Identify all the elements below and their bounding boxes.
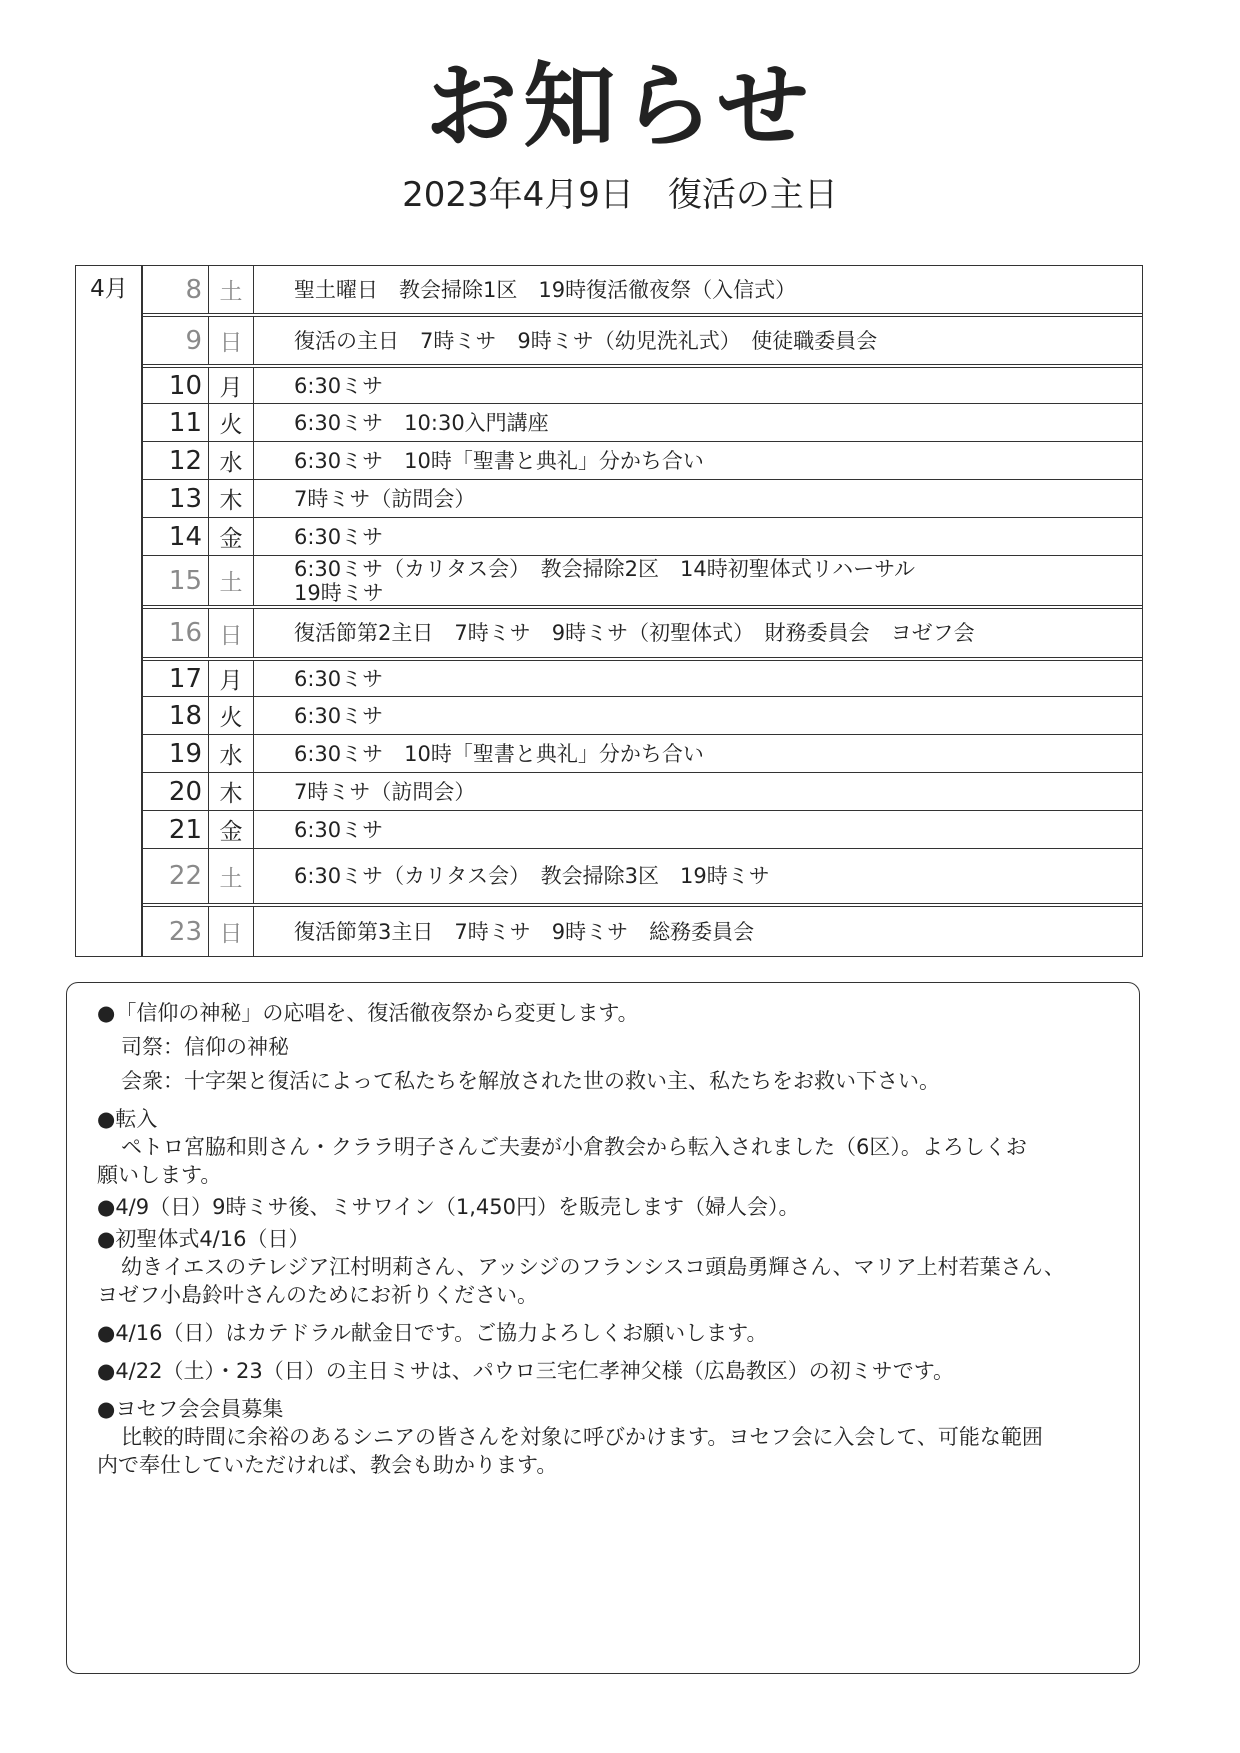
- schedule-weekday: 土: [208, 849, 254, 903]
- schedule-date: 19: [168, 738, 202, 769]
- schedule-event: 6:30ミサ 10:30入門講座: [294, 410, 549, 435]
- schedule-event: 6:30ミサ: [294, 373, 384, 398]
- schedule-row: [142, 605, 1142, 657]
- schedule-row: [142, 441, 1142, 479]
- schedule-date: 8: [185, 274, 202, 305]
- note-first-communion-line-1: 幼きイエスのテレジア江村明莉さん、アッシジのフランシスコ頭島勇輝さん、マリア上村若葉さん、: [121, 1255, 1065, 1279]
- schedule-weekday: 月: [208, 368, 254, 403]
- note-creed-response-title: ●「信仰の神秘」の応唱を、復活徹夜祭から変更します。: [97, 1001, 639, 1025]
- schedule-row: [142, 848, 1142, 903]
- schedule-date: 12: [168, 445, 202, 476]
- schedule-date: 22: [168, 861, 202, 891]
- schedule-row: [142, 903, 1142, 956]
- note-transfer-title: ●転入: [97, 1107, 158, 1131]
- schedule-weekday: 火: [208, 404, 254, 441]
- schedule-weekday: 木: [208, 480, 254, 517]
- schedule-row: [142, 266, 1142, 313]
- schedule-event: 6:30ミサ: [294, 524, 384, 549]
- schedule-weekday: 日: [208, 907, 254, 956]
- schedule-date: 21: [168, 814, 202, 845]
- schedule-event: 6:30ミサ: [294, 817, 384, 842]
- schedule-event: 6:30ミサ（カリタス会） 教会掃除3区 19時ミサ: [294, 864, 770, 888]
- note-creed-priest-line: 司祭：信仰の神秘: [121, 1035, 289, 1059]
- schedule-table: [75, 265, 1143, 957]
- schedule-row: [142, 657, 1142, 696]
- schedule-row: [142, 810, 1142, 848]
- schedule-row: [142, 517, 1142, 555]
- note-joseph-society-line-1: 比較的時間に余裕のあるシニアの皆さんを対象に呼びかけます。ヨセフ会に入会して、可能な範囲: [121, 1425, 1043, 1449]
- schedule-event: 6:30ミサ: [294, 666, 384, 691]
- schedule-row: [142, 734, 1142, 772]
- schedule-weekday: 土: [208, 266, 254, 313]
- note-first-mass: ●4/22（土）・23（日）の主日ミサは、パウロ三宅仁孝神父様（広島教区）の初ミサです。: [97, 1359, 955, 1383]
- announcements-box: [66, 982, 1140, 1674]
- schedule-row: [142, 555, 1142, 605]
- note-transfer-line-1: ペトロ宮脇和則さん・クララ明子さんご夫妻が小倉教会から転入されました（6区）。よろしくお: [121, 1135, 1027, 1159]
- schedule-row: [142, 696, 1142, 734]
- page-title: お知らせ: [425, 53, 815, 160]
- schedule-date: 13: [168, 483, 202, 514]
- schedule-rows: [142, 266, 1142, 956]
- note-cathedral-offering: ●4/16（日）はカテドラル献金日です。ご協力よろしくお願いします。: [97, 1321, 768, 1345]
- schedule-date: 16: [168, 618, 202, 648]
- schedule-event: 6:30ミサ: [294, 703, 384, 728]
- schedule-event: 7時ミサ（訪問会）: [294, 779, 476, 804]
- note-first-communion-line-2: ヨゼフ小島鈴叶さんのためにお祈りください。: [97, 1283, 538, 1307]
- note-transfer-line-2: 願いします。: [97, 1163, 222, 1187]
- schedule-weekday: 火: [208, 697, 254, 734]
- schedule-weekday: 金: [208, 811, 254, 848]
- schedule-row: [142, 364, 1142, 403]
- note-joseph-society-line-2: 内で奉仕していただければ、教会も助かります。: [97, 1453, 558, 1477]
- schedule-weekday: 木: [208, 773, 254, 810]
- schedule-row: [142, 772, 1142, 810]
- schedule-weekday: 金: [208, 518, 254, 555]
- schedule-event: 復活節第3主日 7時ミサ 9時ミサ 総務委員会: [294, 919, 755, 944]
- schedule-weekday: 水: [208, 442, 254, 479]
- schedule-row: [142, 313, 1142, 364]
- schedule-event: 6:30ミサ 10時「聖書と典礼」分かち合い: [294, 741, 704, 766]
- schedule-event: 7時ミサ（訪問会）: [294, 486, 476, 511]
- schedule-date: 15: [168, 565, 202, 596]
- schedule-event: 復活の主日 7時ミサ 9時ミサ（幼児洗礼式） 使徒職委員会: [294, 328, 878, 353]
- schedule-date: 18: [168, 700, 202, 731]
- note-joseph-society-title: ●ヨセフ会会員募集: [97, 1397, 284, 1421]
- schedule-event: 6:30ミサ 10時「聖書と典礼」分かち合い: [294, 448, 704, 473]
- schedule-weekday: 日: [208, 317, 254, 364]
- schedule-date: 10: [168, 370, 202, 401]
- note-creed-congregation-line: 会衆：十字架と復活によって私たちを解放された世の救い主、私たちをお救い下さい。: [121, 1069, 940, 1093]
- schedule-date: 17: [168, 663, 202, 694]
- month-label: 4月: [90, 276, 128, 302]
- schedule-date: 9: [185, 325, 202, 356]
- schedule-date: 11: [168, 407, 202, 438]
- schedule-weekday: 水: [208, 735, 254, 772]
- schedule-event: 聖土曜日 教会掃除1区 19時復活徹夜祭（入信式）: [294, 277, 797, 302]
- schedule-weekday: 月: [208, 661, 254, 696]
- schedule-row: [142, 479, 1142, 517]
- schedule-weekday: 土: [208, 556, 254, 605]
- note-first-communion-title: ●初聖体式4/16（日）: [97, 1227, 310, 1251]
- schedule-event: 復活節第2主日 7時ミサ 9時ミサ（初聖体式） 財務委員会 ヨゼフ会: [294, 621, 975, 645]
- page-subtitle-date: 2023年4月9日 復活の主日: [402, 175, 838, 215]
- note-wine-sale: ●4/9（日）9時ミサ後、ミサワイン（1,450円）を販売します（婦人会）。: [97, 1195, 800, 1219]
- schedule-date: 14: [168, 521, 202, 552]
- schedule-event: 6:30ミサ（カリタス会） 教会掃除2区 14時初聖体式リハーサル 19時ミサ: [294, 556, 916, 605]
- schedule-date: 23: [168, 916, 202, 947]
- schedule-weekday: 日: [208, 609, 254, 657]
- schedule-row: [142, 403, 1142, 441]
- schedule-date: 20: [168, 776, 202, 807]
